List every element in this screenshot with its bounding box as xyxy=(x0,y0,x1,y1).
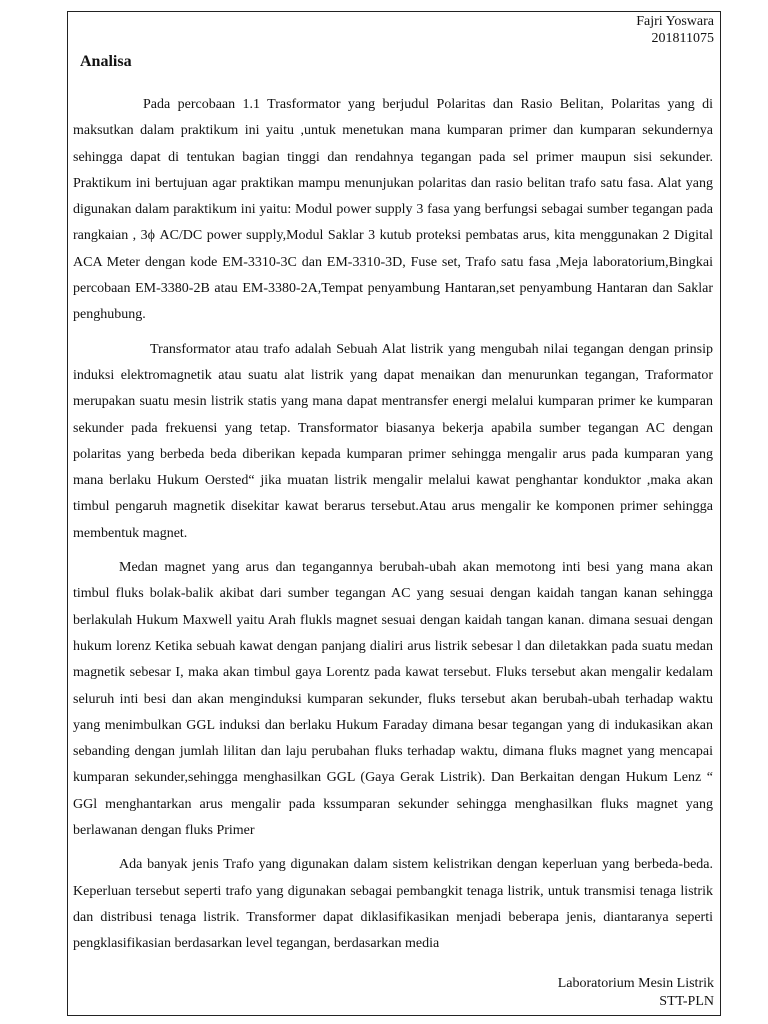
paragraph: Medan magnet yang arus dan tegangannya berubah-ubah akan memotong inti besi yang mana akan timbul fluks bolak-balik akibat dari sumber tegangan AC yang sesuai dengan kaidah tangan kanan sehingga berlakulah Hukum Maxwell yaitu Arah flukls magnet sesuai dengan kaidah tangan kanan. dimana sesuai dengan hukum lorenz Ketika sebuah kawat dengan panjang dialiri arus listrik sebesar l dan diletakkan pada suatu medan magnetik sebesar I, maka akan timbul gaya Lorentz pada kawat tersebut. Fluks tersebut akan mengalir kedalam seluruh inti besi dan akan menginduksi kumparan sekunder, fluks tersebut akan berubah-ubah terhadap waktu yang menimbulkan GGL induksi dan berlaku Hukum Faraday dimana besar tegangan yang di indukasikan akan sebanding dengan jumlah lilitan dan laju perubahan fluks terhadap waktu, dimana fluks magnet yang mencapai kumparan sekunder,sehingga menghasilkan GGL (Gaya Gerak Listrik). Dan Berkaitan dengan Hukum Lenz “ GGl menghantarkan arus mengalir pada kssumparan sekunder sehingga menghasilkan fluks magnet yang berlawanan dengan fluks Primer xyxy=(73,560,713,839)
author-name: Fajri Yoswara xyxy=(636,14,714,29)
page-header xyxy=(636,13,714,47)
document-body xyxy=(73,92,713,966)
paragraph: Ada banyak jenis Trafo yang digunakan dalam sistem kelistrikan dengan keperluan yang berbeda-beda. Keperluan tersebut seperti trafo yang digunakan sebagai pembangkit tenaga listrik, untuk transmisi tenaga listrik dan distribusi tenaga listrik. Transformer dapat diklasifikasikan menjadi beberapa jenis, diantaranya seperti pengklasifikasian berdasarkan level tegangan, berdasarkan media xyxy=(73,857,713,952)
paragraph: Transformator atau trafo adalah Sebuah Alat listrik yang mengubah nilai tegangan dengan prinsip induksi elektromagnetik atau suatu alat listrik yang dapat menaikan dan menurunkan tegangan, Traformator merupakan suatu mesin listrik statis yang mana dapat mentransfer energi melalui kumparan primer ke kumparan sekunder pada frekuensi yang tetap. Transformator biasanya bekerja apabila sumber tegangan AC dengan polaritas yang berbeda beda diberikan kepada kumparan primer sehingga mengalir arus pada kumparan yang mana berlaku Hukum Oersted“ jika muatan listrik mengalir melalui kawat penghantar konduktor ,maka akan timbul pengaruh magnetik disekitar kawat berarus tersebut.Atau arus mengalir ke komponen primer sehingga membentuk magnet. xyxy=(73,341,713,541)
section-title: Analisa xyxy=(80,53,132,70)
page-footer xyxy=(558,975,714,1011)
student-id: 201811075 xyxy=(651,31,714,46)
lab-name: Laboratorium Mesin Listrik xyxy=(557,976,714,991)
institution-name: STT-PLN xyxy=(659,994,714,1009)
paragraph: Pada percobaan 1.1 Trasformator yang berjudul Polaritas dan Rasio Belitan, Polaritas yang di maksutkan dalam praktikum ini yaitu ,untuk menetukan mana kumparan primer dan kumparan sekundernya sehingga dapat di tentukan bagian tinggi dan rendahnya tegangan pada sel primer maupun sisi sekunder. Praktikum ini bertujuan agar praktikan mampu menunjukan polaritas dan rasio belitan trafo satu fasa. Alat yang digunakan dalam paraktikum ini yaitu: Modul power supply 3 fasa yang berfungsi sebagai sumber tegangan pada rangkaian , 3ϕ AC/DC power supply,Modul Saklar 3 kutub proteksi pembatas arus, kita menggunakan 2 Digital ACA Meter dengan kode EM-3310-3C dan EM-3310-3D, Fuse set, Trafo satu fasa ,Meja laboratorium,Bingkai percobaan EM-3380-2B atau EM-3380-2A,Tempat penyambung Hantaran,set penyambung Hantaran dan Saklar penghubung. xyxy=(73,97,713,323)
